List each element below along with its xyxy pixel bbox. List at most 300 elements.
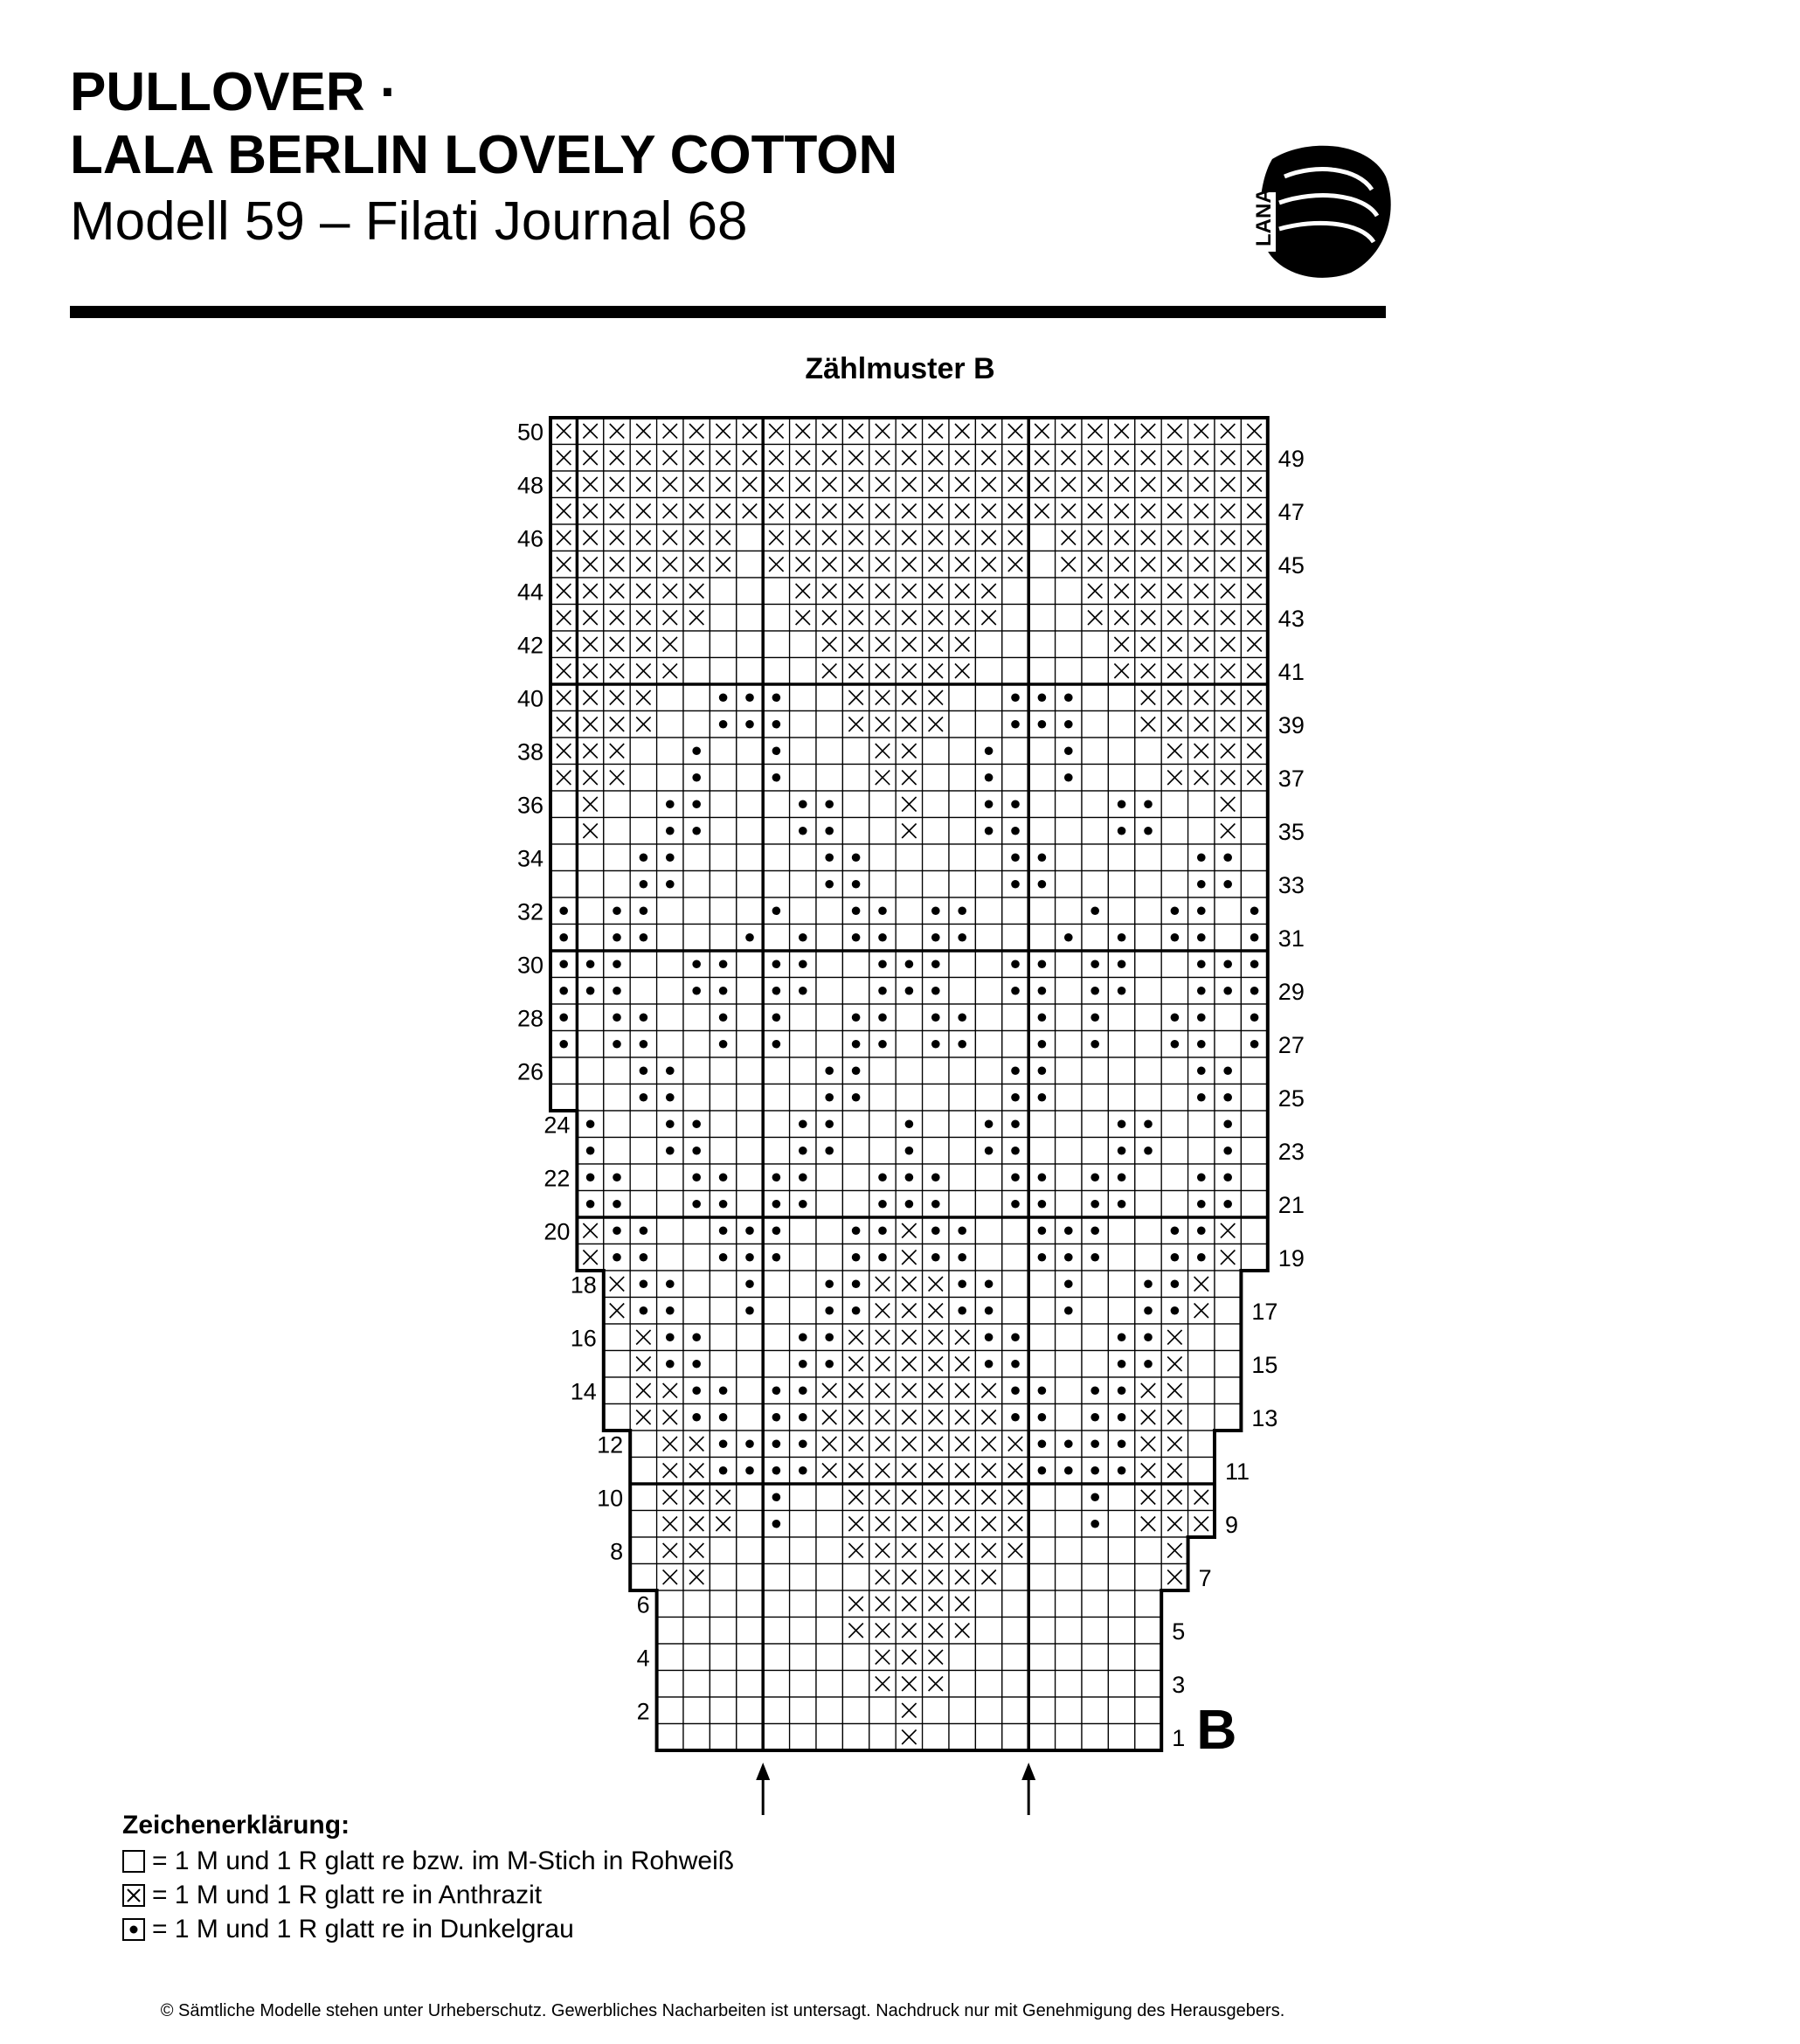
chart-cell — [949, 1057, 975, 1084]
chart-cell — [1028, 791, 1055, 818]
dot-icon — [1038, 987, 1047, 995]
chart-cell — [923, 1724, 949, 1751]
chart-cell — [1056, 631, 1082, 658]
dot-icon — [772, 987, 781, 995]
chart-cell — [763, 1271, 789, 1298]
chart-cell — [737, 1004, 763, 1031]
chart-cell — [975, 1697, 1001, 1724]
chart-cell — [710, 791, 736, 818]
dot-icon — [692, 1119, 701, 1128]
chart-cell — [737, 1191, 763, 1218]
dot-icon — [799, 1119, 807, 1128]
dot-icon — [799, 933, 807, 942]
chart-cell — [1108, 1564, 1134, 1591]
chart-cell — [975, 1618, 1001, 1645]
row-number-label: 49 — [1277, 445, 1305, 472]
chart-cell — [816, 1191, 842, 1218]
dot-icon — [1197, 1253, 1206, 1262]
chart-cell — [869, 1057, 896, 1084]
dot-icon — [1144, 1279, 1153, 1288]
chart-cell — [949, 818, 975, 845]
row-number-label: 22 — [543, 1165, 571, 1192]
dot-icon — [1197, 1013, 1206, 1022]
dot-icon — [640, 1040, 648, 1049]
chart-cell — [1108, 765, 1134, 792]
chart-cell — [1082, 1084, 1108, 1112]
chart-cell — [1188, 818, 1215, 845]
subtitle: Modell 59 – Filati Journal 68 — [70, 191, 748, 252]
chart-cell — [683, 711, 710, 738]
chart-cell — [1028, 738, 1055, 765]
dot-icon — [1250, 1013, 1259, 1022]
chart-cell — [1028, 1697, 1055, 1724]
dot-icon — [799, 1386, 807, 1395]
chart-cell — [737, 1138, 763, 1165]
dot-icon — [905, 1173, 914, 1181]
chart-cell — [1108, 1244, 1134, 1271]
chart-cell — [1056, 818, 1082, 845]
dot-icon — [878, 933, 887, 942]
chart-cell — [790, 738, 816, 765]
title-line-1: PULLOVER · — [70, 62, 398, 122]
dot-icon — [586, 960, 595, 968]
chart-cell — [1082, 711, 1108, 738]
chart-cell — [683, 1590, 710, 1618]
chart-cell — [710, 1138, 736, 1165]
dot-icon — [1011, 1093, 1020, 1102]
chart-cell — [683, 684, 710, 711]
chart-cell — [683, 871, 710, 898]
dot-icon — [799, 827, 807, 835]
chart-cell — [710, 818, 736, 845]
dot-icon — [772, 1040, 781, 1049]
dot-icon — [1090, 960, 1099, 968]
dot-icon — [666, 1360, 675, 1368]
row-number-label: 42 — [516, 632, 543, 659]
chart-cell — [896, 1031, 922, 1058]
chart-cell — [1215, 1031, 1241, 1058]
row-number-label: 47 — [1277, 498, 1305, 525]
chart-cell — [842, 1164, 869, 1191]
chart-cell — [1082, 1697, 1108, 1724]
chart-cell — [550, 1057, 577, 1084]
chart-cell — [763, 1564, 789, 1591]
chart-cell — [604, 1324, 630, 1351]
row-number-label: 7 — [1198, 1564, 1212, 1591]
chart-cell — [1188, 1431, 1215, 1458]
row-number-label: 25 — [1277, 1084, 1305, 1112]
chart-cell — [896, 925, 922, 952]
chart-cell — [816, 1644, 842, 1671]
chart-cell — [869, 1697, 896, 1724]
dot-icon — [1118, 827, 1126, 835]
dot-icon — [772, 1253, 781, 1262]
dot-icon — [1011, 1386, 1020, 1395]
row-number-label: 24 — [543, 1112, 571, 1139]
dot-icon — [1118, 1466, 1126, 1475]
chart-cell — [816, 1244, 842, 1271]
chart-cell — [1188, 1458, 1215, 1485]
chart-cell — [737, 951, 763, 978]
chart-cell — [1188, 1351, 1215, 1378]
title-line-2: LALA BERLIN LOVELY COTTON — [70, 125, 898, 185]
chart-cell — [1135, 978, 1161, 1005]
dot-icon — [772, 1173, 781, 1181]
chart-cell — [1056, 1697, 1082, 1724]
dot-icon — [719, 1466, 728, 1475]
dot-icon — [772, 720, 781, 729]
dot-icon — [1090, 1040, 1099, 1049]
chart-cell — [1188, 1377, 1215, 1404]
chart-cell — [1082, 684, 1108, 711]
chart-cell — [1002, 1697, 1028, 1724]
dot-icon — [799, 1173, 807, 1181]
chart-cell — [1241, 818, 1267, 845]
chart-cell — [604, 1138, 630, 1165]
chart-cell — [790, 1298, 816, 1325]
row-number-label: 38 — [516, 738, 543, 766]
dot-icon — [559, 960, 568, 968]
chart-cell — [1082, 1671, 1108, 1698]
chart-cell — [630, 1111, 656, 1138]
row-number-label: 50 — [516, 419, 543, 446]
dot-icon — [1197, 1226, 1206, 1235]
chart-cell — [630, 1564, 656, 1591]
chart-cell — [630, 1431, 656, 1458]
chart-cell — [683, 631, 710, 658]
dot-icon — [1223, 1119, 1232, 1128]
dot-icon — [1011, 1200, 1020, 1209]
dot-icon — [1090, 1493, 1099, 1501]
dot-icon — [931, 1253, 940, 1262]
chart-cell — [1002, 1004, 1028, 1031]
chart-letter: B — [1196, 1698, 1237, 1761]
chart-cell — [896, 1057, 922, 1084]
chart-cell — [1108, 1004, 1134, 1031]
chart-cell — [975, 925, 1001, 952]
chart-cell — [763, 871, 789, 898]
dot-icon — [1144, 1306, 1153, 1315]
dot-icon — [719, 1200, 728, 1209]
chart-cell — [737, 1511, 763, 1538]
chart-cell — [949, 1111, 975, 1138]
chart-cell — [949, 1138, 975, 1165]
chart-cell — [975, 871, 1001, 898]
chart-cell — [816, 1590, 842, 1618]
chart-cell — [683, 658, 710, 685]
dot-icon — [613, 1040, 621, 1049]
chart-cell — [1161, 951, 1187, 978]
chart-cell — [1135, 844, 1161, 871]
dot-icon — [640, 1066, 648, 1075]
chart-cell — [1028, 925, 1055, 952]
dot-icon — [1223, 960, 1232, 968]
dot-icon — [666, 853, 675, 862]
dot-icon — [586, 987, 595, 995]
chart-cell — [1028, 1484, 1055, 1511]
chart-cell — [1161, 978, 1187, 1005]
chart-cell — [1028, 524, 1055, 551]
chart-cell — [710, 1084, 736, 1112]
chart-cell — [763, 1590, 789, 1618]
dot-icon — [931, 1226, 940, 1235]
chart-cell — [550, 1084, 577, 1112]
chart-cell — [710, 1111, 736, 1138]
dot-icon — [825, 1119, 834, 1128]
chart-cell — [1135, 1164, 1161, 1191]
chart-cell — [657, 684, 683, 711]
dot-icon — [799, 800, 807, 808]
row-number-label: 2 — [636, 1698, 650, 1725]
dot-icon — [640, 1279, 648, 1288]
chart-cell — [790, 1671, 816, 1698]
dot-icon — [692, 1147, 701, 1155]
chart-cell — [1028, 897, 1055, 925]
chart-cell — [1028, 765, 1055, 792]
row-number-label: 18 — [570, 1271, 597, 1299]
chart-cell — [816, 1217, 842, 1244]
dot-icon — [1038, 960, 1047, 968]
chart-cell — [1108, 844, 1134, 871]
dot-icon — [745, 693, 754, 702]
chart-cell — [710, 1697, 736, 1724]
dot-icon — [772, 1013, 781, 1022]
dot-icon — [878, 1200, 887, 1209]
dot-icon — [613, 1253, 621, 1262]
chart-cell — [737, 1618, 763, 1645]
dot-icon — [1011, 1119, 1020, 1128]
chart-cell — [816, 684, 842, 711]
chart-cell — [1002, 765, 1028, 792]
chart-cell — [975, 1084, 1001, 1112]
dot-icon — [958, 1040, 966, 1049]
chart-cell — [604, 1377, 630, 1404]
row-number-label: 17 — [1251, 1298, 1278, 1325]
dot-icon — [772, 960, 781, 968]
chart-cell — [975, 631, 1001, 658]
chart-cell — [1241, 1084, 1267, 1112]
chart-cell — [604, 1404, 630, 1431]
dot-icon — [852, 1226, 861, 1235]
row-number-label: 11 — [1225, 1458, 1250, 1485]
chart-cell — [1056, 1191, 1082, 1218]
dot-icon — [1064, 1279, 1073, 1288]
chart-cell — [1002, 1298, 1028, 1325]
dot-icon — [666, 1119, 675, 1128]
dot-icon — [905, 1147, 914, 1155]
chart-cell — [923, 1057, 949, 1084]
row-number-label: 15 — [1251, 1351, 1278, 1378]
chart-cell — [1188, 1138, 1215, 1165]
chart-cell — [1241, 1111, 1267, 1138]
chart-cell — [630, 1191, 656, 1218]
dot-icon — [772, 693, 781, 702]
chart-cell — [1108, 1057, 1134, 1084]
chart-cell — [657, 978, 683, 1005]
chart-cell — [737, 1724, 763, 1751]
chart-cell — [975, 1164, 1001, 1191]
chart-cell — [816, 951, 842, 978]
chart-cell — [710, 658, 736, 685]
dot-icon — [1118, 1413, 1126, 1422]
dot-icon — [825, 880, 834, 889]
dot-icon — [1064, 773, 1073, 782]
dot-icon — [745, 1226, 754, 1235]
chart-cell — [790, 1537, 816, 1564]
chart-cell — [790, 1590, 816, 1618]
chart-cell — [737, 1671, 763, 1698]
chart-cell — [604, 1057, 630, 1084]
dot-icon — [1011, 1147, 1020, 1155]
chart-cell — [816, 897, 842, 925]
dot-icon — [1038, 880, 1047, 889]
dot-icon — [985, 1279, 993, 1288]
chart-cell — [1082, 1057, 1108, 1084]
row-number-label: 34 — [516, 845, 543, 872]
chart-cell — [1082, 765, 1108, 792]
chart-cell — [683, 1057, 710, 1084]
chart-cell — [1028, 1351, 1055, 1378]
dot-icon — [1064, 1226, 1073, 1235]
chart-cell — [1082, 1590, 1108, 1618]
chart-cell — [1082, 631, 1108, 658]
chart-cell — [604, 1351, 630, 1378]
dot-icon — [1090, 1413, 1099, 1422]
chart-cell — [710, 1590, 736, 1618]
chart-cell — [975, 1217, 1001, 1244]
dot-icon — [692, 1413, 701, 1422]
chart-cell — [1108, 1031, 1134, 1058]
dot-icon — [586, 1200, 595, 1209]
chart-cell — [842, 1191, 869, 1218]
chart-cell — [737, 605, 763, 632]
chart-cell — [1108, 1511, 1134, 1538]
chart-cell — [1082, 925, 1108, 952]
legend-text-dot: = 1 M und 1 R glatt re in Dunkelgrau — [152, 1914, 574, 1944]
chart-cell — [1135, 1057, 1161, 1084]
chart-cell — [1028, 631, 1055, 658]
chart-cell — [1082, 818, 1108, 845]
chart-cell — [1135, 1618, 1161, 1645]
dot-icon — [692, 1386, 701, 1395]
dot-icon — [1118, 1119, 1126, 1128]
chart-cell — [790, 1084, 816, 1112]
dot-icon — [1118, 1386, 1126, 1395]
chart-cell — [816, 711, 842, 738]
chart-cell — [790, 1484, 816, 1511]
chart-cell — [683, 1271, 710, 1298]
dot-icon — [1011, 720, 1020, 729]
dot-icon — [1038, 1226, 1047, 1235]
chart-cell — [1108, 1298, 1134, 1325]
dot-icon — [1038, 1173, 1047, 1181]
chart-cell — [710, 738, 736, 765]
chart-cell — [1215, 1404, 1241, 1431]
dot-icon — [666, 827, 675, 835]
chart-cell — [1215, 1298, 1241, 1325]
dot-icon — [772, 1520, 781, 1528]
chart-cell — [1188, 1324, 1215, 1351]
dot-icon — [1118, 1200, 1126, 1209]
chart-cell — [1161, 818, 1187, 845]
row-number-label: 33 — [1277, 871, 1305, 898]
chart-cell — [737, 818, 763, 845]
chart-cell — [683, 1004, 710, 1031]
dot-icon — [1090, 1226, 1099, 1235]
chart-cell — [1056, 1564, 1082, 1591]
chart-cell — [763, 791, 789, 818]
dot-icon — [825, 1360, 834, 1368]
dot-icon — [666, 1147, 675, 1155]
row-number-label: 44 — [516, 579, 543, 606]
dot-icon — [1223, 1147, 1232, 1155]
chart-cell — [1056, 1511, 1082, 1538]
chart-cell — [1241, 791, 1267, 818]
dot-icon — [745, 933, 754, 942]
chart-cell — [657, 738, 683, 765]
dot-icon — [1038, 1200, 1047, 1209]
dot-icon — [1118, 987, 1126, 995]
chart-cell — [949, 951, 975, 978]
chart-cell — [710, 765, 736, 792]
chart-cell — [923, 1084, 949, 1112]
chart-cell — [1215, 1351, 1241, 1378]
chart-cell — [1002, 631, 1028, 658]
chart-cell — [577, 844, 603, 871]
chart-cell — [737, 738, 763, 765]
arrow-up-icon — [1021, 1763, 1035, 1780]
dot-icon — [1118, 1173, 1126, 1181]
chart-cell — [1082, 738, 1108, 765]
chart-cell — [1135, 1004, 1161, 1031]
chart-cell — [842, 765, 869, 792]
chart-cell — [1002, 1644, 1028, 1671]
dot-icon — [1250, 933, 1259, 942]
chart-cell — [1135, 1644, 1161, 1671]
row-number-label: 6 — [636, 1591, 650, 1618]
chart-cell — [1002, 897, 1028, 925]
dot-icon — [1038, 720, 1047, 729]
chart-cell — [1161, 1138, 1187, 1165]
dot-icon — [692, 960, 701, 968]
chart-cell — [1028, 1298, 1055, 1325]
chart-cell — [604, 1084, 630, 1112]
chart-cell — [1082, 1324, 1108, 1351]
chart-cell — [790, 1031, 816, 1058]
chart-cell — [763, 605, 789, 632]
dot-icon — [985, 746, 993, 755]
row-number-label: 3 — [1172, 1671, 1186, 1698]
dot-icon — [878, 1013, 887, 1022]
dot-icon — [958, 1013, 966, 1022]
chart-cell — [710, 1057, 736, 1084]
dot-icon — [640, 853, 648, 862]
dot-icon — [640, 933, 648, 942]
chart-cell — [1056, 1724, 1082, 1751]
row-number-label: 43 — [1277, 605, 1305, 632]
chart-cell — [1161, 791, 1187, 818]
row-number-label: 29 — [1277, 978, 1305, 1005]
chart-cell — [657, 1590, 683, 1618]
dot-icon — [1250, 1040, 1259, 1049]
chart-cell — [710, 1298, 736, 1325]
chart-cell — [975, 1724, 1001, 1751]
chart-cell — [1135, 765, 1161, 792]
chart-cell — [1028, 1564, 1055, 1591]
dot-icon — [799, 1439, 807, 1448]
row-number-label: 10 — [597, 1485, 624, 1512]
dot-icon — [985, 800, 993, 808]
